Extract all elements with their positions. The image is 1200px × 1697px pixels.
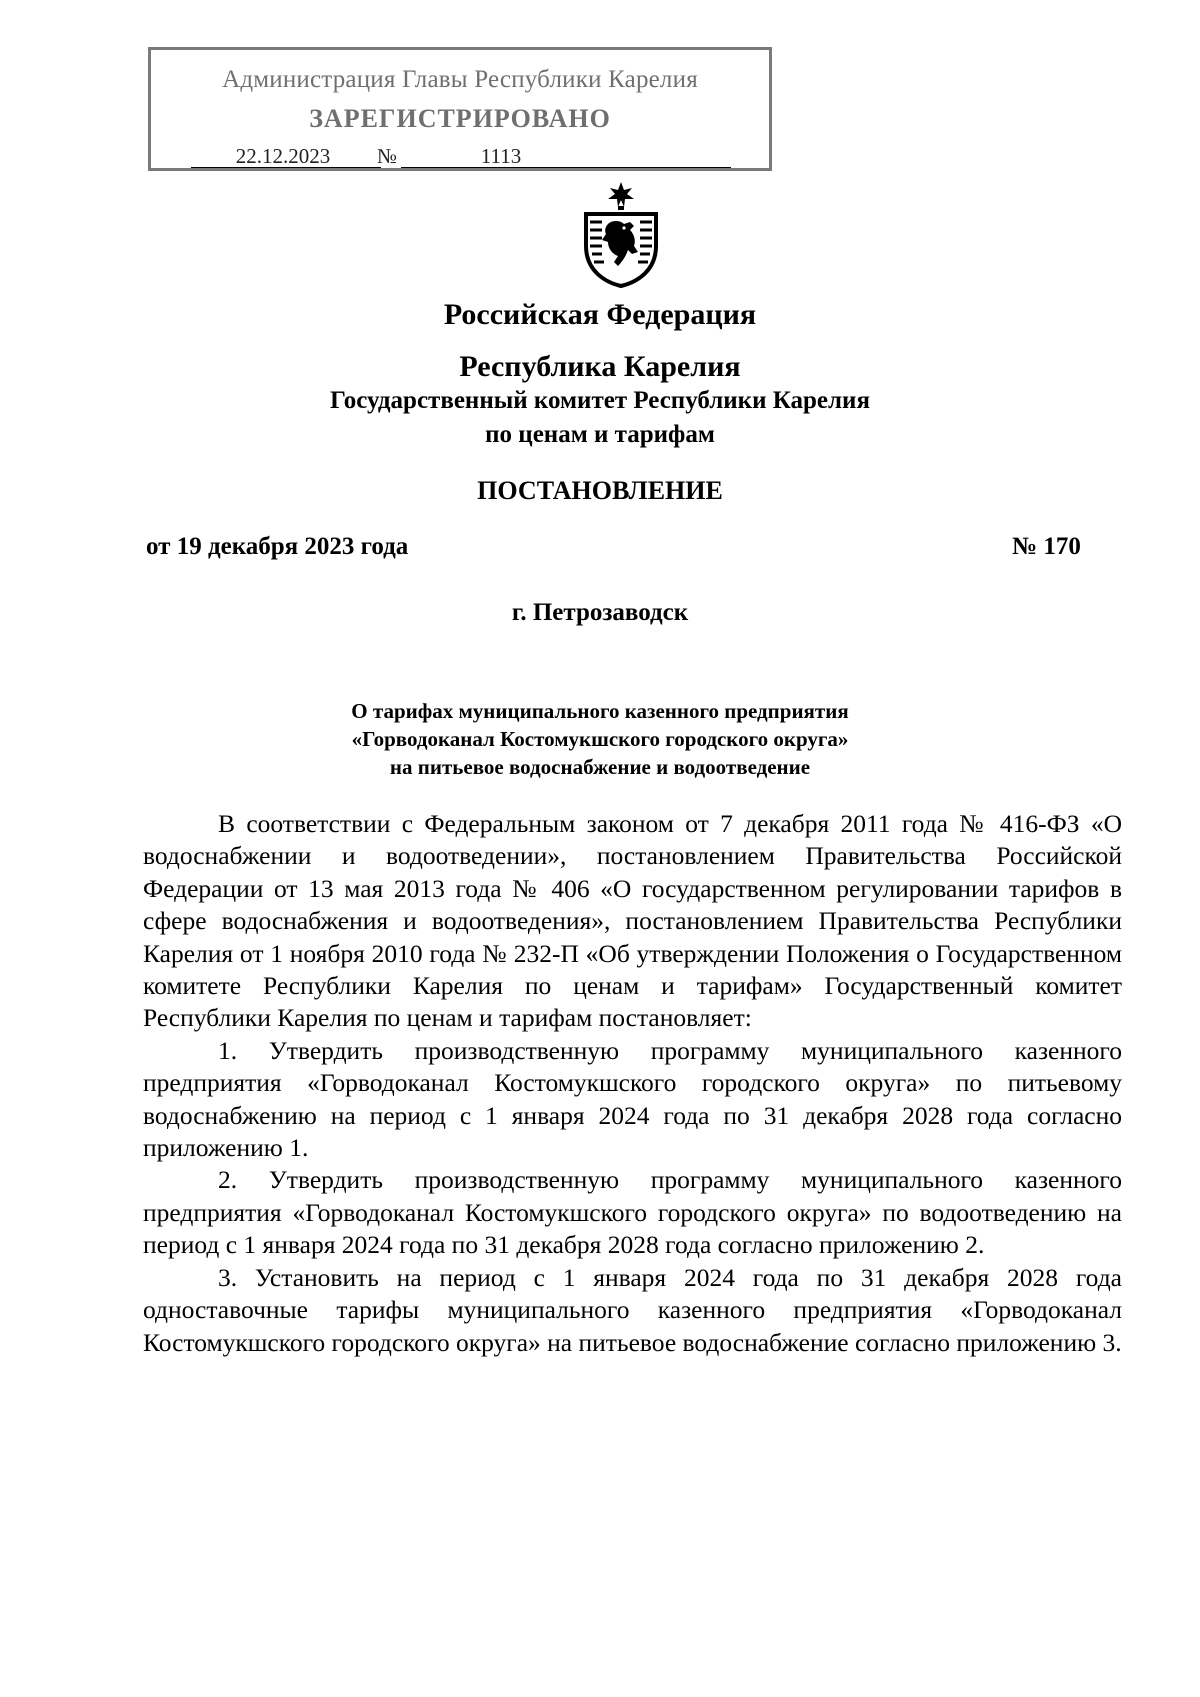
- document-type: ПОСТАНОВЛЕНИЕ: [477, 476, 723, 505]
- preamble-paragraph: В соответствии с Федеральным законом от 7 декабря 2011 года № 416-ФЗ «О водоснабжении и водоотведении», постановлением Правительства Российской Федерации от 13 мая 2013 года № 406 «О государственном регулировании тарифов в сфере водоснабжения и водоотведения», постановлением Правительства Республики Карелия от 1 ноября 2010 года № 232-П «Об утверждении Положения о Государственном комитете Республики Карелия по ценам и тарифам» Государственный комитет Республики Карелия по ценам и тарифам постановляет:: [143, 809, 1122, 1033]
- title-line3: на питьевое водоснабжение и водоотведение: [389, 755, 811, 779]
- header-country: Российская Федерация: [443, 298, 757, 331]
- title-line2: «Горводоканал Костомукшского городского округа»: [351, 727, 849, 751]
- document-number: № 170: [1012, 533, 1081, 560]
- karelia-coat-of-arms-icon: [578, 180, 664, 288]
- stamp-authority: Администрация Главы Республики Карелия: [222, 66, 698, 93]
- item-2-paragraph: 2. Утвердить производственную программу муниципального казенного предприятия «Горводоканал Костомукшского городского округа» по водоотведению на период с 1 января 2024 года по 31 декабря 2028 года согласно приложению 2.: [143, 1165, 1122, 1260]
- stamp-status: ЗАРЕГИСТРИРОВАНО: [309, 104, 611, 133]
- registration-date: 22.12.2023: [191, 145, 381, 168]
- header-republic: Республика Карелия: [459, 350, 741, 383]
- item-3-paragraph: 3. Установить на период с 1 января 2024 года по 31 декабря 2028 года одноставочные тарифы муниципального казенного предприятия «Горводоканал Костомукшского городского округа» на питьевое водоснабжение согласно приложению 3.: [143, 1262, 1122, 1357]
- header-committee-line2: по ценам и тарифам: [485, 421, 715, 448]
- registration-stamp: [148, 47, 772, 171]
- document-title: [0, 697, 1200, 781]
- registration-number-sign: №: [377, 144, 398, 168]
- document-date: от 19 декабря 2023 года: [146, 533, 409, 560]
- document-city: г. Петрозаводск: [511, 599, 689, 626]
- title-line1: О тарифах муниципального казенного предприятия: [351, 699, 849, 723]
- item-1-paragraph: 1. Утвердить производственную программу муниципального казенного предприятия «Горводоканал Костомукшского городского округа» по питьевому водоснабжению на период с 1 января 2024 года по 31 декабря 2028 года согласно приложению 1.: [143, 1035, 1122, 1163]
- registration-number: 1113: [401, 145, 731, 168]
- header-committee-line1: Государственный комитет Республики Карелия: [330, 387, 870, 414]
- document-body: [143, 808, 1122, 1359]
